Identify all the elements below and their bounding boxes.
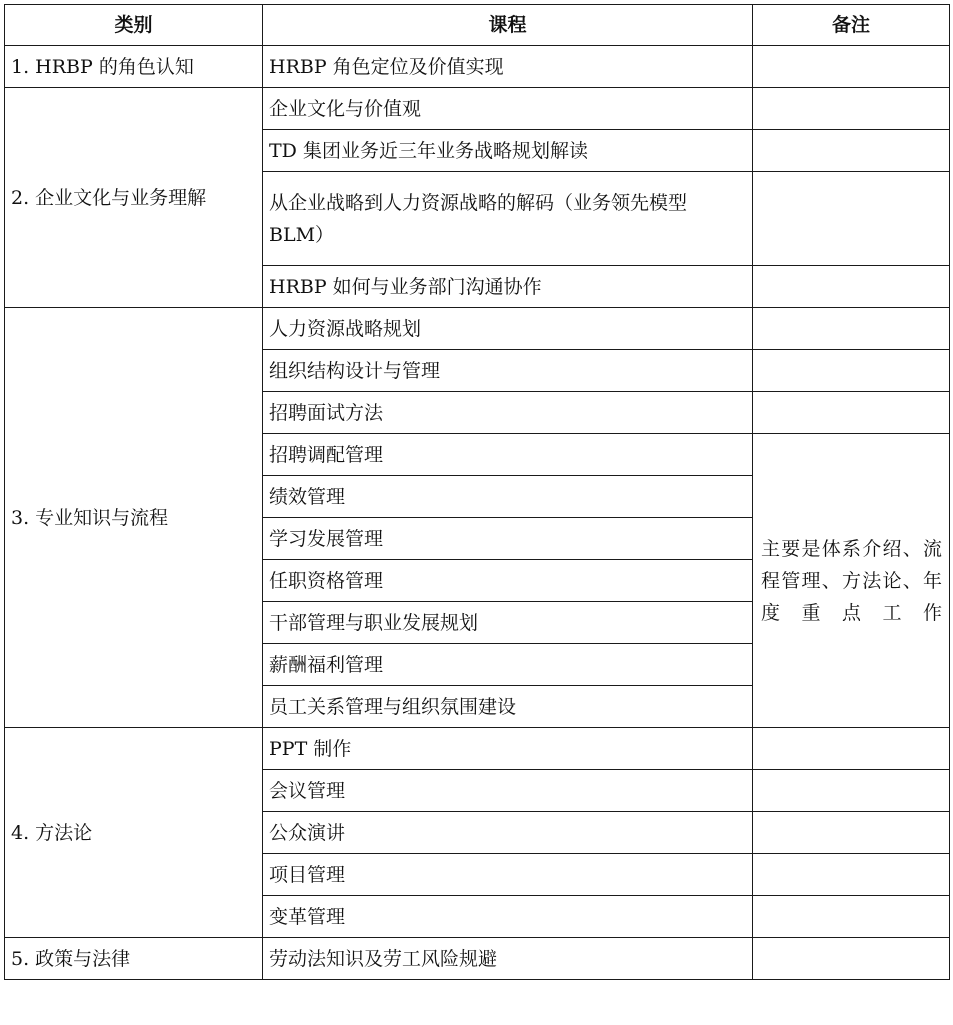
course-cell: 员工关系管理与组织氛围建设 bbox=[263, 686, 753, 728]
remark-cell bbox=[753, 812, 950, 854]
remark-cell bbox=[753, 46, 950, 88]
course-cell: 会议管理 bbox=[263, 770, 753, 812]
remark-cell bbox=[753, 130, 950, 172]
remark-cell bbox=[753, 392, 950, 434]
course-cell: 从企业战略到人力资源战略的解码（业务领先模型 BLM） bbox=[263, 172, 753, 266]
header-course: 课程 bbox=[263, 5, 753, 46]
category-cell: 4. 方法论 bbox=[5, 728, 263, 938]
course-cell: 劳动法知识及劳工风险规避 bbox=[263, 938, 753, 980]
course-cell: TD 集团业务近三年业务战略规划解读 bbox=[263, 130, 753, 172]
course-cell: HRBP 角色定位及价值实现 bbox=[263, 46, 753, 88]
category-cell: 3. 专业知识与流程 bbox=[5, 308, 263, 728]
course-cell: PPT 制作 bbox=[263, 728, 753, 770]
course-table bbox=[4, 4, 950, 980]
remark-cell bbox=[753, 896, 950, 938]
remark-cell bbox=[753, 266, 950, 308]
remark-cell bbox=[753, 728, 950, 770]
remark-note: 主要是体系介绍、流程管理、方法论、年度重点工作 bbox=[753, 434, 950, 728]
course-cell: HRBP 如何与业务部门沟通协作 bbox=[263, 266, 753, 308]
table-row bbox=[5, 308, 950, 350]
header-remark: 备注 bbox=[753, 5, 950, 46]
course-cell: 招聘调配管理 bbox=[263, 434, 753, 476]
remark-cell bbox=[753, 350, 950, 392]
course-cell: 公众演讲 bbox=[263, 812, 753, 854]
header-category: 类别 bbox=[5, 5, 263, 46]
course-cell: 变革管理 bbox=[263, 896, 753, 938]
remark-cell bbox=[753, 308, 950, 350]
table-row bbox=[5, 46, 950, 88]
course-cell: 任职资格管理 bbox=[263, 560, 753, 602]
course-cell: 企业文化与价值观 bbox=[263, 88, 753, 130]
remark-cell bbox=[753, 770, 950, 812]
remark-cell bbox=[753, 854, 950, 896]
course-cell: 组织结构设计与管理 bbox=[263, 350, 753, 392]
course-cell: 干部管理与职业发展规划 bbox=[263, 602, 753, 644]
course-cell: 绩效管理 bbox=[263, 476, 753, 518]
remark-cell bbox=[753, 88, 950, 130]
header-row bbox=[5, 5, 950, 46]
category-cell: 5. 政策与法律 bbox=[5, 938, 263, 980]
course-cell: 薪酬福利管理 bbox=[263, 644, 753, 686]
course-cell: 学习发展管理 bbox=[263, 518, 753, 560]
remark-cell bbox=[753, 938, 950, 980]
remark-cell bbox=[753, 172, 950, 266]
table-row bbox=[5, 938, 950, 980]
table-row bbox=[5, 88, 950, 130]
course-cell: 招聘面试方法 bbox=[263, 392, 753, 434]
table-row bbox=[5, 728, 950, 770]
category-cell: 1. HRBP 的角色认知 bbox=[5, 46, 263, 88]
course-cell: 人力资源战略规划 bbox=[263, 308, 753, 350]
category-cell: 2. 企业文化与业务理解 bbox=[5, 88, 263, 308]
course-cell: 项目管理 bbox=[263, 854, 753, 896]
